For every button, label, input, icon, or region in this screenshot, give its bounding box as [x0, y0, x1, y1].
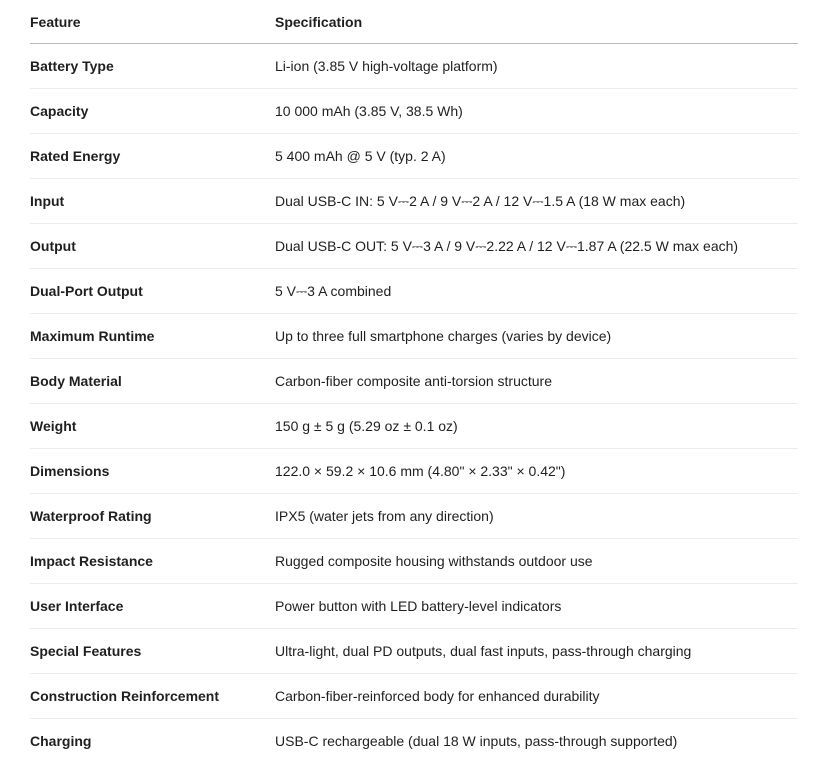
feature-cell: Weight [30, 404, 275, 449]
specification-cell: Dual USB-C OUT: 5 V⎓3 A / 9 V⎓2.22 A / 12 V⎓1.87 A (22.5 W max each) [275, 224, 798, 269]
table-row [30, 494, 798, 539]
specification-cell: Power button with LED battery-level indicators [275, 584, 798, 629]
feature-cell: Waterproof Rating [30, 494, 275, 539]
table-row [30, 269, 798, 314]
feature-cell: Rated Energy [30, 134, 275, 179]
feature-cell: Maximum Runtime [30, 314, 275, 359]
specification-cell: Ultra-light, dual PD outputs, dual fast inputs, pass-through charging [275, 629, 798, 674]
table-row [30, 449, 798, 494]
header-feature: Feature [30, 0, 275, 44]
feature-cell: Special Features [30, 629, 275, 674]
table-row [30, 674, 798, 719]
header-specification: Specification [275, 0, 798, 44]
specification-cell: Carbon-fiber composite anti-torsion structure [275, 359, 798, 404]
table-row [30, 359, 798, 404]
specification-cell: Up to three full smartphone charges (varies by device) [275, 314, 798, 359]
table-row [30, 584, 798, 629]
table-row [30, 404, 798, 449]
specification-cell: 122.0 × 59.2 × 10.6 mm (4.80" × 2.33" × 0.42") [275, 449, 798, 494]
feature-cell: Body Material [30, 359, 275, 404]
table-row [30, 44, 798, 89]
table-row [30, 539, 798, 584]
specification-cell: IPX5 (water jets from any direction) [275, 494, 798, 539]
specification-cell: Rugged composite housing withstands outdoor use [275, 539, 798, 584]
table-row [30, 224, 798, 269]
feature-cell: Input [30, 179, 275, 224]
feature-cell: Construction Reinforcement [30, 674, 275, 719]
table-row [30, 134, 798, 179]
feature-cell: Output [30, 224, 275, 269]
spec-table [30, 0, 798, 763]
specification-cell: 150 g ± 5 g (5.29 oz ± 0.1 oz) [275, 404, 798, 449]
table-row [30, 89, 798, 134]
feature-cell: User Interface [30, 584, 275, 629]
feature-cell: Impact Resistance [30, 539, 275, 584]
feature-cell: Battery Type [30, 44, 275, 89]
specification-cell: Li-ion (3.85 V high-voltage platform) [275, 44, 798, 89]
specification-cell: 5 400 mAh @ 5 V (typ. 2 A) [275, 134, 798, 179]
specification-cell: Dual USB-C IN: 5 V⎓2 A / 9 V⎓2 A / 12 V⎓1.5 A (18 W max each) [275, 179, 798, 224]
feature-cell: Dimensions [30, 449, 275, 494]
table-row [30, 314, 798, 359]
table-row [30, 719, 798, 764]
spec-table-body [30, 44, 798, 764]
feature-cell: Capacity [30, 89, 275, 134]
feature-cell: Charging [30, 733, 92, 749]
specification-cell: USB-C rechargeable (dual 18 W inputs, pass-through supported) [275, 733, 678, 749]
feature-cell: Dual-Port Output [30, 269, 275, 314]
specification-cell: Carbon-fiber-reinforced body for enhanced durability [275, 674, 798, 719]
table-row [30, 629, 798, 674]
specification-cell: 10 000 mAh (3.85 V, 38.5 Wh) [275, 89, 798, 134]
table-row [30, 179, 798, 224]
specification-cell: 5 V⎓3 A combined [275, 269, 798, 314]
table-header-row [30, 0, 798, 44]
